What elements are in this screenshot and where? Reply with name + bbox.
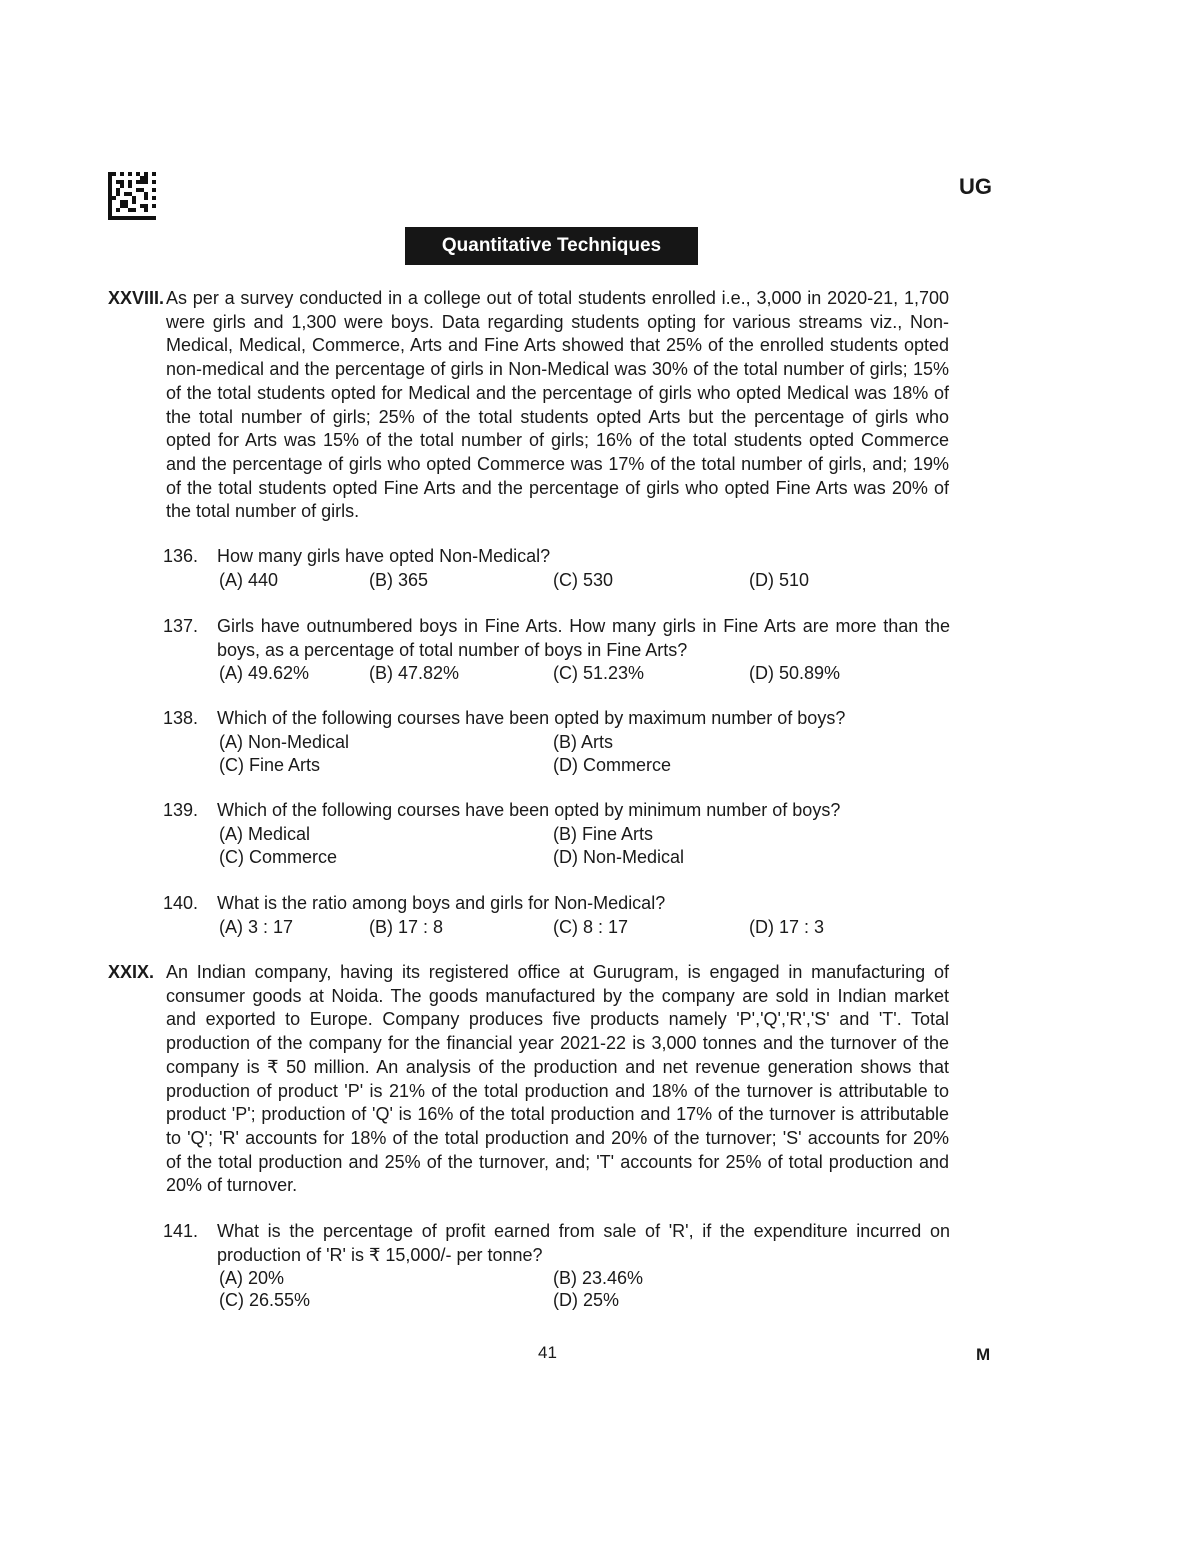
option-d: (D) 510 bbox=[749, 569, 810, 590]
option-d: (D) Commerce bbox=[553, 755, 672, 775]
passage-xxix bbox=[108, 961, 949, 1198]
options-row bbox=[219, 916, 950, 940]
option-c: (C) 530 bbox=[553, 569, 614, 590]
question-text: Girls have outnumbered boys in Fine Arts. How many girls in Fine Arts are more than the boys, as a percentage of total number of boys in Fine Arts? bbox=[217, 616, 950, 660]
option-b: (B) 23.46% bbox=[553, 1268, 644, 1288]
page-number: 41 bbox=[538, 1343, 557, 1362]
option-b: (B) 47.82% bbox=[369, 663, 460, 683]
option-a: (A) 3 : 17 bbox=[219, 916, 294, 937]
option-c: (C) 51.23% bbox=[553, 663, 645, 683]
question-number: 140. bbox=[163, 893, 199, 913]
section-title: Quantitative Techniques bbox=[405, 227, 698, 265]
barcode-icon bbox=[108, 172, 156, 220]
option-c: (C) 26.55% bbox=[219, 1290, 311, 1310]
question-138 bbox=[163, 707, 950, 778]
question-number: 139. bbox=[163, 800, 199, 820]
options-row bbox=[219, 823, 950, 847]
passage-number: XXIX. bbox=[108, 962, 155, 982]
options-row bbox=[219, 731, 950, 755]
passage-xxviii bbox=[108, 287, 949, 524]
option-a: (A) 20% bbox=[219, 1268, 285, 1288]
question-136 bbox=[163, 545, 950, 592]
option-b: (B) Arts bbox=[553, 731, 614, 752]
question-text: What is the ratio among boys and girls for Non-Medical? bbox=[217, 893, 666, 913]
option-d: (D) 17 : 3 bbox=[749, 916, 825, 937]
options-row bbox=[219, 846, 950, 870]
question-141 bbox=[163, 1220, 950, 1311]
series-mark: M bbox=[976, 1345, 991, 1364]
option-c: (C) Fine Arts bbox=[219, 755, 321, 775]
option-d: (D) 50.89% bbox=[749, 663, 841, 683]
option-a: (A) Medical bbox=[219, 823, 311, 844]
passage-text: As per a survey conducted in a college out of total students enrolled i.e., 3,000 in 2020-21, 1,700 were girls and 1,300 were boys. Data regarding students opting for various streams viz., Non-Medical, Medical, Commerce, Arts and Fine Arts showed that 25% of the enrolled students opted non-medical and the percentage of girls in Non-Medical was 30% of the total number of girls; 15% of the total students opted for Medical and the percentage of girls who opted Medical was 18% of the total number of girls; 25% of the total students opted Arts but the percentage of girls who opted for Arts was 15% of the total number of girls; 16% of the total students opted Commerce and the percentage of girls who opted Commerce was 17% of the total number of girls, and; 19% of the total students opted Fine Arts and the percentage of girls who opted Fine Arts was 20% of the total number of girls. bbox=[166, 288, 949, 522]
option-a: (A) 440 bbox=[219, 569, 279, 590]
option-a: (A) 49.62% bbox=[219, 663, 310, 683]
option-b: (B) 17 : 8 bbox=[369, 916, 444, 937]
question-text: What is the percentage of profit earned from sale of 'R', if the expenditure incurred on production of 'R' is ₹ 15,000/- per tonne? bbox=[217, 1221, 950, 1265]
question-text: How many girls have opted Non-Medical? bbox=[217, 546, 551, 566]
question-text: Which of the following courses have been opted by maximum number of boys? bbox=[217, 708, 846, 728]
question-number: 141. bbox=[163, 1221, 199, 1241]
question-number: 138. bbox=[163, 708, 199, 728]
options-row bbox=[219, 754, 950, 778]
question-137 bbox=[163, 615, 950, 686]
passage-number: XXVIII. bbox=[108, 288, 165, 308]
option-b: (B) 365 bbox=[369, 569, 429, 590]
options-row bbox=[219, 1289, 950, 1311]
question-number: 136. bbox=[163, 546, 199, 566]
option-d: (D) 25% bbox=[553, 1290, 620, 1310]
option-c: (C) 8 : 17 bbox=[553, 916, 629, 937]
question-140 bbox=[163, 892, 950, 939]
options-row bbox=[219, 1267, 950, 1289]
question-text: Which of the following courses have been opted by minimum number of boys? bbox=[217, 800, 841, 820]
option-b: (B) Fine Arts bbox=[553, 823, 654, 844]
question-number: 137. bbox=[163, 616, 199, 636]
options-row bbox=[219, 569, 950, 593]
options-row bbox=[219, 662, 950, 686]
option-d: (D) Non-Medical bbox=[553, 847, 685, 867]
option-a: (A) Non-Medical bbox=[219, 731, 350, 752]
question-139 bbox=[163, 799, 950, 870]
option-c: (C) Commerce bbox=[219, 847, 338, 867]
paper-code: UG bbox=[959, 174, 992, 199]
passage-text: An Indian company, having its registered office at Gurugram, is engaged in manufacturing of consumer goods at Noida. The goods manufactured by the company are sold in Indian market and exported to Europe. Company produces five products namely 'P','Q','R','S' and 'T'. Total production of the company for the financial year 2021-22 is 3,000 tonnes and the turnover of the company is ₹ 50 million. An analysis of the production and net revenue generation shows that production of product 'P' is 21% of the total production and 18% of the turnover is attributable to product 'P'; production of 'Q' is 16% of the total production and 17% of the turnover is attributable to 'Q'; 'R' accounts for 18% of the total production and 20% of the turnover; 'S' accounts for 20% of the total production and 25% of the turnover, and; 'T' accounts for 25% of total production and 20% of turnover. bbox=[166, 962, 949, 1196]
